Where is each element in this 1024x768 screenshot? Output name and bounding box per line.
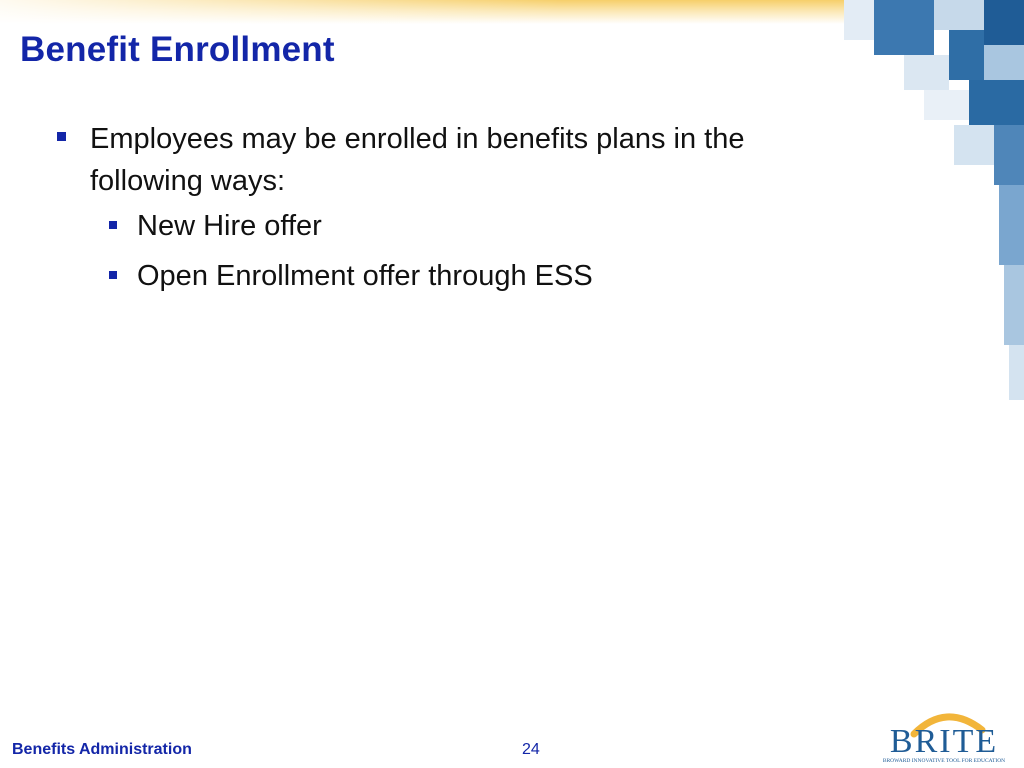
svg-text:BRITE: BRITE	[889, 723, 999, 760]
footer-section-label: Benefits Administration	[12, 741, 192, 758]
slide-title: Benefit Enrollment	[20, 30, 335, 69]
sub-bullet-text: New Hire offer	[137, 210, 322, 242]
square-bullet-icon	[109, 271, 117, 279]
svg-text:BROWARD INNOVATIVE TOOL FOR ED: BROWARD INNOVATIVE TOOL FOR EDUCATION	[882, 758, 1006, 764]
bullet-item	[57, 118, 857, 202]
square-bullet-icon	[57, 132, 66, 141]
bullet-text: Employees may be enrolled in benefits plans in the following ways:	[90, 123, 745, 197]
decorative-mosaic	[844, 0, 1024, 400]
page-number: 24	[522, 741, 540, 758]
sub-bullet-item	[109, 208, 322, 244]
square-bullet-icon	[109, 221, 117, 229]
sub-bullet-text: Open Enrollment offer through ESS	[137, 260, 593, 292]
brite-logo	[874, 704, 1014, 766]
sub-bullet-item	[109, 258, 593, 294]
